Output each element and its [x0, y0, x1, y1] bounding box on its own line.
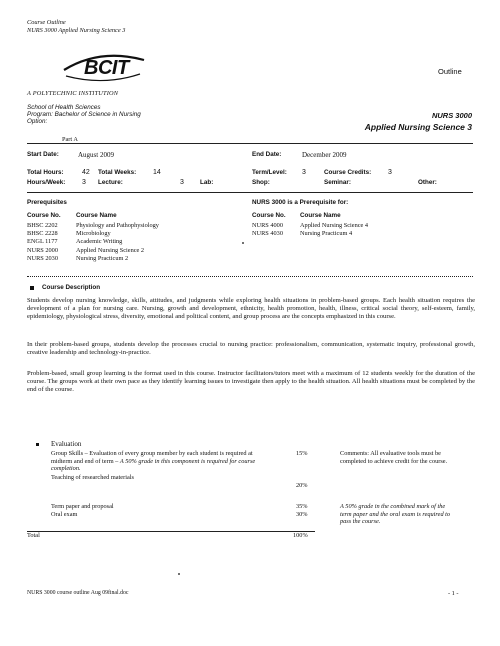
eval-total-label: Total: [27, 532, 40, 539]
eval-total-value: 100%: [293, 532, 308, 539]
header-line-2: NURS 3000 Applied Nursing Science 3: [27, 27, 126, 34]
prereq-course-no: ENGL 1177: [27, 238, 58, 246]
total-weeks-value: 14: [153, 169, 161, 176]
prereq-course-no: BHSC 2228: [27, 230, 58, 238]
course-title: Applied Nursing Science 3: [364, 122, 472, 132]
prereq-course-no: BHSC 2202: [27, 222, 58, 229]
course-code: NURS 3000: [431, 111, 472, 120]
outline-label: Outline: [438, 67, 462, 76]
prereq-for-course-no: NURS 4000: [252, 222, 283, 229]
logo-text: BCIT: [84, 57, 129, 79]
hours-divider: [27, 192, 473, 193]
term-value: 3: [302, 169, 306, 176]
hours-week-value: 3: [82, 179, 86, 186]
scan-speck: [178, 573, 180, 575]
eval-item-oral-exam: Oral exam: [51, 511, 78, 518]
eval-item-teaching: Teaching of researched materials: [51, 474, 134, 481]
total-weeks-label: Total Weeks:: [98, 169, 137, 176]
prerequisites-heading: Prerequisites: [27, 199, 67, 206]
credits-value: 3: [388, 169, 392, 176]
start-date-value: August 2009: [78, 151, 114, 159]
total-hours-value: 42: [82, 169, 90, 176]
prereq-course-no: NURS 2030: [27, 254, 58, 262]
prereq-divider: [27, 276, 473, 277]
prereq-col-name: Course Name: [76, 212, 117, 219]
header-line-1: Course Outline: [27, 19, 66, 26]
prerequisite-for-heading: NURS 3000 is a Prerequisite for:: [252, 199, 349, 206]
eval-item-group-skills-note: A 50% grade in this component is required for course completion.: [51, 457, 256, 472]
term-label: Term/Level:: [252, 169, 287, 176]
end-date-label: End Date:: [252, 151, 282, 158]
scan-speck: [242, 242, 244, 244]
eval-value-term-paper: 35%: [296, 503, 308, 510]
prereq-for-col-no: Course No.: [252, 212, 286, 219]
end-date-value: December 2009: [302, 151, 347, 159]
square-bullet-icon: [30, 286, 34, 290]
eval-item-term-paper: Term paper and proposal: [51, 503, 114, 510]
prereq-course-name: Applied Nursing Science 2: [76, 246, 145, 254]
description-paragraph-2: In their problem-based groups, students develop the processes crucial to nursing practice: professionalism, communication, systematic inquiry, professional growth, creative leadership and technology-in-practice.: [27, 341, 475, 357]
part-label: Part A: [62, 136, 78, 143]
eval-value-teaching: 20%: [296, 482, 308, 489]
evaluation-total-rule: [27, 531, 315, 532]
logo-tagline: A POLYTECHNIC INSTITUTION: [27, 90, 119, 97]
footer-page-number: - 1 -: [448, 590, 459, 597]
seminar-label: Seminar:: [324, 179, 351, 186]
prereq-course-name: Microbiology: [76, 230, 111, 238]
header-divider: [27, 143, 473, 144]
eval-item-group-skills: [51, 450, 263, 473]
school-name: School of Health Sciences: [27, 104, 101, 111]
eval-item-group-skills-text: Group Skills – Evaluation of every group member by each student is required at midterm and end of term –: [51, 450, 253, 465]
lab-label: Lab:: [200, 179, 214, 186]
program-name: Program: Bachelor of Science in Nursing: [27, 111, 141, 118]
prereq-course-no: NURS 2000: [27, 246, 58, 254]
credits-label: Course Credits:: [324, 169, 372, 176]
shop-label: Shop:: [252, 179, 270, 186]
description-paragraph-1: Students develop nursing knowledge, skills, attitudes, and judgments while exploring health situations in problem-based groups. Each health situation requires the development of a plan for nursing care. Nursing, growth and development, ethnicity, health promotion, health, illness, critical social theory, self-esteem, family, epidemiology, physiological stress, diversity, emotional and political content, and group process are the concepts emphasized in this course.: [27, 297, 475, 321]
eval-value-group-skills: 15%: [296, 450, 308, 457]
prereq-for-course-name: Applied Nursing Science 4: [300, 222, 369, 229]
prereq-col-no: Course No.: [27, 212, 61, 219]
hours-week-label: Hours/Week:: [27, 179, 66, 186]
description-paragraph-3: Problem-based, small group learning is the format used in this course. Instructor facilitators/tutors meet with a maximum of 12 students weekly for the duration of the course. The groups work at their own pace as they identify learning issues to investigate then apply to the health situation. All health situations must be completed by the end of the course.: [27, 370, 475, 394]
evaluation-pass-note: A 50% grade in the combined mark of the term paper and the oral exam is required to pass the course.: [340, 503, 451, 525]
prereq-course-name: Physiology and Pathophysiology: [76, 222, 159, 229]
prereq-course-name: Nursing Practicum 2: [76, 254, 129, 262]
prereq-course-name: Academic Writing: [76, 238, 123, 246]
bcit-logo: [60, 50, 150, 86]
option-label: Option:: [27, 118, 48, 125]
eval-value-oral-exam: 30%: [296, 511, 308, 518]
evaluation-heading: Evaluation: [51, 440, 82, 448]
evaluation-bullet-icon: [36, 443, 39, 446]
other-label: Other:: [418, 179, 437, 186]
start-date-label: Start Date:: [27, 151, 59, 158]
prereq-for-col-name: Course Name: [300, 212, 341, 219]
evaluation-comments: Comments: All evaluative tools must be completed to achieve credit for the course.: [340, 450, 448, 465]
prereq-for-course-name: Nursing Practicum 4: [300, 230, 353, 238]
footer-filename: NURS 3000 course outline Aug 09final.doc: [27, 590, 129, 596]
description-heading: Course Description: [42, 284, 101, 291]
lecture-label: Lecture:: [98, 179, 123, 186]
lecture-value: 3: [180, 179, 184, 186]
prereq-for-course-no: NURS 4030: [252, 230, 283, 238]
total-hours-label: Total Hours:: [27, 169, 64, 176]
